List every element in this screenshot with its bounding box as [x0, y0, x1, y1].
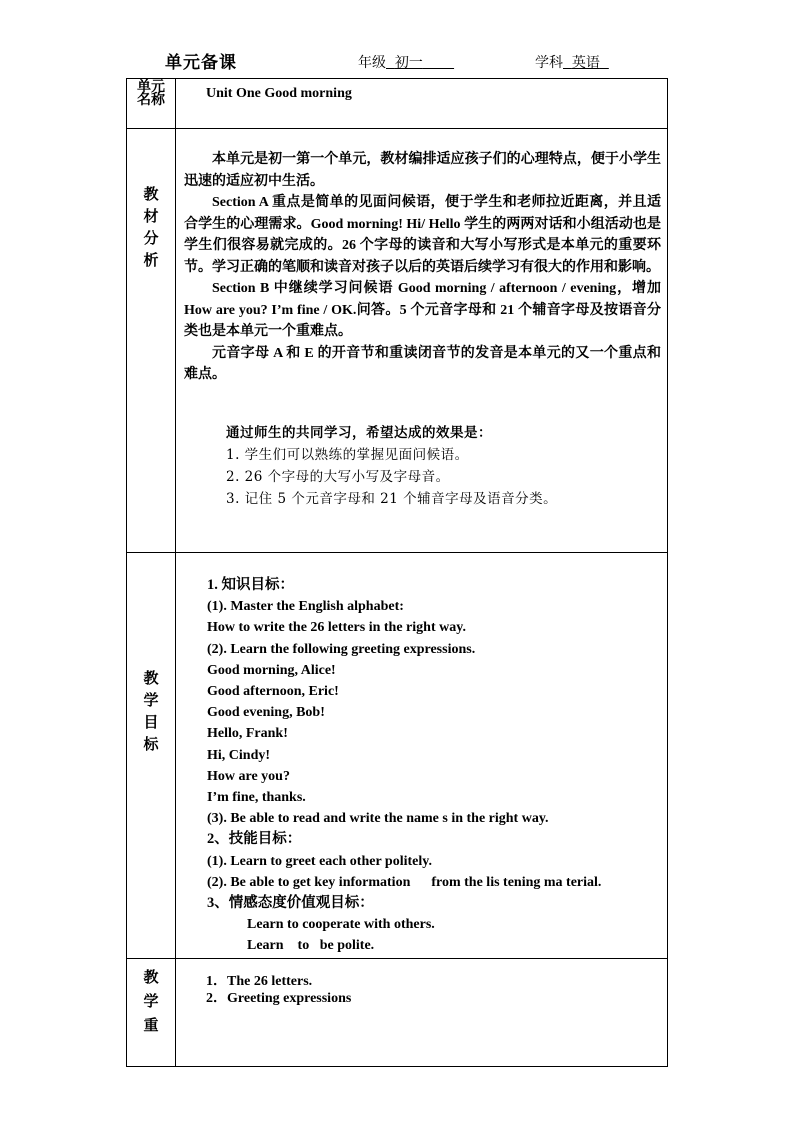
unit-name-label-line1: 单元	[137, 79, 165, 95]
objective-line: (1). Master the English alphabet:	[207, 599, 404, 615]
key-point-item: 2．Greeting expressions	[206, 991, 352, 1006]
objective-line: (2). Learn the following greeting expressions.	[207, 641, 476, 657]
key-points-row	[127, 959, 668, 1067]
goal-item: 2. 26 个字母的大写小写及字母音。	[226, 468, 450, 485]
analysis-label-char: 析	[143, 251, 159, 269]
objective-line: (1). Learn to greet each other politely.	[207, 853, 432, 869]
expected-goals	[176, 386, 667, 510]
key-points-label-cell	[127, 959, 176, 1067]
objective-line: Hi, Cindy!	[207, 747, 271, 763]
key-points-label-char: 学	[143, 992, 159, 1010]
analysis-paragraph: 本单元是初一第一个单元，教材编排适应孩子们的心理特点，便于小学生迅速的适应初中生活。	[184, 152, 661, 189]
grade-value: 初一	[394, 55, 423, 71]
objective-line: (3). Be able to read and write the name s in the right way.	[207, 811, 549, 827]
page-header	[0, 48, 794, 74]
objective-line: Learn to cooperate with others.	[247, 917, 435, 933]
unit-name-label-line2: 名称	[137, 92, 165, 108]
grade-field	[358, 52, 454, 72]
analysis-row	[127, 129, 668, 553]
goal-item: 3. 记住 5 个元音字母和 21 个辅音字母及语音分类。	[226, 490, 558, 507]
objective-line: Good evening, Bob!	[207, 705, 325, 721]
subject-label: 学科	[535, 55, 563, 71]
goals-intro: 通过师生的共同学习，希望达成的效果是：	[226, 424, 492, 441]
objective-line: Learn to be polite.	[247, 938, 375, 954]
objective-line: How to write the 26 letters in the right way.	[207, 620, 466, 636]
analysis-label-char: 材	[143, 207, 159, 225]
subject-value: 英语	[571, 55, 600, 71]
objective-line: How are you?	[207, 768, 290, 784]
objective-line: I’m fine, thanks.	[207, 790, 306, 806]
objectives-label-char: 标	[143, 735, 159, 753]
objectives-label-char: 目	[143, 713, 159, 731]
analysis-paragraph: Section B 中继续学习问候语 Good morning / afternoon / evening，增加 How are you? I’m fine / OK.问答。5 个元音字母和 21 个辅音字母及按语音分类也是本单元一个重难点。	[184, 281, 661, 339]
objectives-label-char: 学	[143, 691, 159, 709]
unit-name-value: Unit One Good morning	[206, 86, 352, 101]
objective-heading: 3、情感态度价值观目标：	[207, 895, 374, 912]
objective-line: Good afternoon, Eric!	[207, 684, 339, 700]
analysis-paragraph: 元音字母 A 和 E 的开音节和重读闭音节的发音是本单元的又一个重点和难点。	[184, 345, 661, 382]
key-points-label-char: 重	[143, 1016, 159, 1034]
analysis-label-cell	[127, 129, 176, 553]
unit-name-row	[127, 79, 668, 129]
key-points-content-cell	[176, 959, 668, 1067]
grade-label: 年级	[358, 55, 386, 71]
analysis-label-char: 教	[143, 185, 159, 203]
objective-line: Good morning, Alice!	[207, 662, 336, 678]
objective-line: (2). Be able to get key information from the lis tening ma terial.	[207, 874, 602, 890]
objectives-content-cell	[176, 553, 668, 959]
analysis-label-char: 分	[143, 229, 159, 247]
key-point-item: 1．The 26 letters.	[206, 974, 313, 989]
key-points-label-char: 教	[143, 968, 159, 986]
lesson-plan-table	[126, 78, 668, 1067]
doc-title: 单元备课	[165, 53, 237, 73]
goal-item: 1. 学生们可以熟练的掌握见面问候语。	[226, 446, 469, 463]
objective-line: Hello, Frank!	[207, 726, 288, 742]
subject-field	[535, 52, 609, 72]
unit-name-value-cell	[176, 79, 668, 129]
analysis-content-cell	[176, 129, 668, 553]
analysis-paragraph: Section A 重点是简单的见面问候语，便于学生和老师拉近距离，并且适合学生的心理需求。Good morning! Hi/ Hello 学生的两两对话和小组活动也是学生们很容易就完成的。26 个字母的读音和大写小写形式是本单元的重要环节。学习正确的笔顺和读音对孩子以后的英语后续学习有很大的作用和影响。	[184, 195, 661, 275]
objectives-label-cell	[127, 553, 176, 959]
objective-heading: 1. 知识目标：	[207, 577, 294, 593]
objective-heading: 2、技能目标：	[207, 831, 302, 848]
objectives-label-char: 教	[143, 669, 159, 687]
unit-name-label-cell	[127, 79, 176, 129]
objectives-row	[127, 553, 668, 959]
